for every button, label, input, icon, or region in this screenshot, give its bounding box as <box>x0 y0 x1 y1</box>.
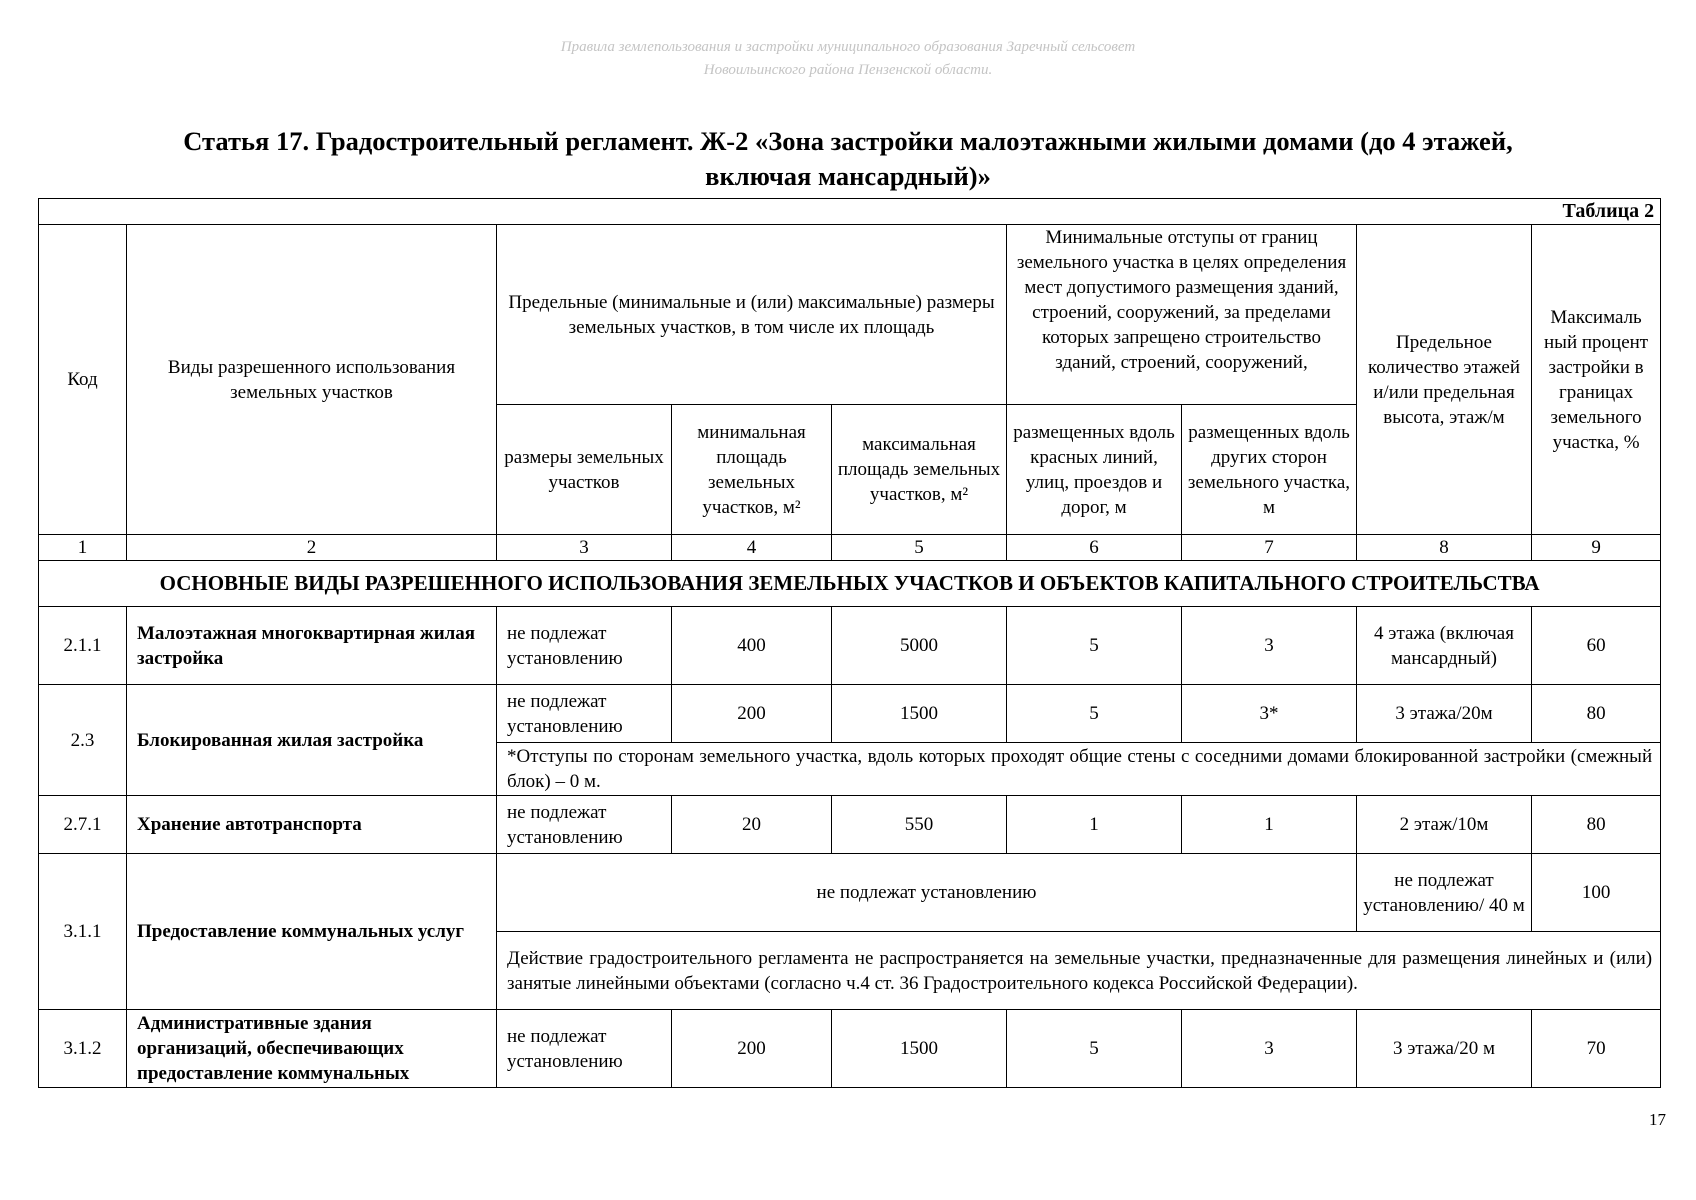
header-plot-sizes: размеры земельных участков <box>497 405 672 535</box>
row-code: 3.1.1 <box>39 854 127 1010</box>
page-title-line-2: включая мансардный)» <box>705 161 991 191</box>
table-row <box>39 1010 1661 1088</box>
row-note: *Отступы по сторонам земельного участка, вдоль которых проходят общие стены с соседними домами блокированной застройки (смежный блок) – 0 м. <box>497 743 1661 796</box>
table-row <box>39 685 1661 743</box>
header-code: Код <box>39 225 127 535</box>
row-min-area: 400 <box>672 607 832 685</box>
row-setback-red: 5 <box>1007 607 1182 685</box>
row-floors: 3 этажа/20 м <box>1357 1010 1532 1088</box>
row-coverage: 80 <box>1532 685 1661 743</box>
row-setback-other: 1 <box>1182 796 1357 854</box>
row-size: не подлежат установлению <box>497 796 672 854</box>
table-row <box>39 607 1661 685</box>
row-floors: не подлежат установлению/ 40 м <box>1357 854 1532 932</box>
row-size: не подлежат установлению <box>497 607 672 685</box>
table-caption: Таблица 2 <box>39 199 1661 225</box>
row-min-area: 20 <box>672 796 832 854</box>
column-number: 2 <box>127 535 497 561</box>
section-title: ОСНОВНЫЕ ВИДЫ РАЗРЕШЕННОГО ИСПОЛЬЗОВАНИЯ ЗЕМЕЛЬНЫХ УЧАСТКОВ И ОБЪЕКТОВ КАПИТАЛЬНОГО СТРОИТЕЛЬСТВА <box>39 561 1661 607</box>
column-number: 4 <box>672 535 832 561</box>
row-max-area: 550 <box>832 796 1007 854</box>
row-setback-other: 3 <box>1182 1010 1357 1088</box>
column-number: 5 <box>832 535 1007 561</box>
column-number: 6 <box>1007 535 1182 561</box>
header-floors: Предельное количество этажей и/или предельная высота, этаж/м <box>1357 225 1532 535</box>
row-size: не подлежат установлению <box>497 1010 672 1088</box>
row-setback-other: 3* <box>1182 685 1357 743</box>
page-number: 17 <box>1649 1110 1666 1129</box>
section-row <box>39 561 1661 607</box>
page-title <box>60 124 1636 194</box>
column-number: 8 <box>1357 535 1532 561</box>
row-max-area: 1500 <box>832 685 1007 743</box>
row-note: Действие градостроительного регламента не распространяется на земельные участки, предназначенные для размещения линейных и (или) занятые линейными объектами (согласно ч.4 ст. 36 Градостроительного кодекса Российской Федерации). <box>497 932 1661 1010</box>
row-min-area: 200 <box>672 1010 832 1088</box>
header-use-type: Виды разрешенного использования земельных участков <box>127 225 497 535</box>
row-code: 2.3 <box>39 685 127 796</box>
row-floors: 2 этаж/10м <box>1357 796 1532 854</box>
table-caption-row <box>39 199 1661 225</box>
running-head-line-1: Правила землепользования и застройки муниципального образования Заречный сельсовет <box>560 39 1136 55</box>
row-code: 2.7.1 <box>39 796 127 854</box>
row-code: 2.1.1 <box>39 607 127 685</box>
header-row-1 <box>39 225 1661 405</box>
row-coverage: 60 <box>1532 607 1661 685</box>
header-plot-limits: Предельные (минимальные и (или) максимальные) размеры земельных участков, в том числе их площадь <box>497 225 1007 405</box>
row-floors: 4 этажа (включая мансардный) <box>1357 607 1532 685</box>
header-coverage: Максималь ный процент застройки в границах земельного участка, % <box>1532 225 1661 535</box>
row-merged-limits: не подлежат установлению <box>497 854 1357 932</box>
row-coverage: 100 <box>1532 854 1661 932</box>
row-name: Хранение автотранспорта <box>127 796 497 854</box>
column-number: 1 <box>39 535 127 561</box>
header-setbacks: Минимальные отступы от границ земельного участка в целях определения мест допустимого размещения зданий, строений, сооружений, за пределами которых запрещено строительство зданий, строений, сооружений, <box>1007 225 1357 405</box>
header-setback-red: размещенных вдоль красных линий, улиц, проездов и дорог, м <box>1007 405 1182 535</box>
regulation-table <box>38 198 1661 1088</box>
row-code: 3.1.2 <box>39 1010 127 1088</box>
row-min-area: 200 <box>672 685 832 743</box>
column-number-row <box>39 535 1661 561</box>
row-max-area: 5000 <box>832 607 1007 685</box>
column-number: 7 <box>1182 535 1357 561</box>
running-head-line-2: Новоильинского района Пензенской области. <box>703 62 993 78</box>
header-min-area: минимальная площадь земельных участков, м² <box>672 405 832 535</box>
row-setback-other: 3 <box>1182 607 1357 685</box>
running-head <box>0 36 1696 82</box>
header-setback-other: размещенных вдоль других сторон земельного участка, м <box>1182 405 1357 535</box>
column-number: 9 <box>1532 535 1661 561</box>
column-number: 3 <box>497 535 672 561</box>
row-name: Блокированная жилая застройка <box>127 685 497 796</box>
row-floors: 3 этажа/20м <box>1357 685 1532 743</box>
header-max-area: максимальная площадь земельных участков, м² <box>832 405 1007 535</box>
row-name: Предоставление коммунальных услуг <box>127 854 497 1010</box>
row-setback-red: 5 <box>1007 1010 1182 1088</box>
row-coverage: 80 <box>1532 796 1661 854</box>
row-setback-red: 5 <box>1007 685 1182 743</box>
row-max-area: 1500 <box>832 1010 1007 1088</box>
row-name: Административные здания организаций, обеспечивающих предоставление коммунальных <box>127 1010 497 1088</box>
row-setback-red: 1 <box>1007 796 1182 854</box>
row-coverage: 70 <box>1532 1010 1661 1088</box>
page-title-line-1: Статья 17. Градостроительный регламент. Ж-2 «Зона застройки малоэтажными жилыми домами (до 4 этажей, <box>183 126 1513 156</box>
table-row <box>39 854 1661 932</box>
table-row <box>39 796 1661 854</box>
row-name: Малоэтажная многоквартирная жилая застройка <box>127 607 497 685</box>
row-size: не подлежат установлению <box>497 685 672 743</box>
